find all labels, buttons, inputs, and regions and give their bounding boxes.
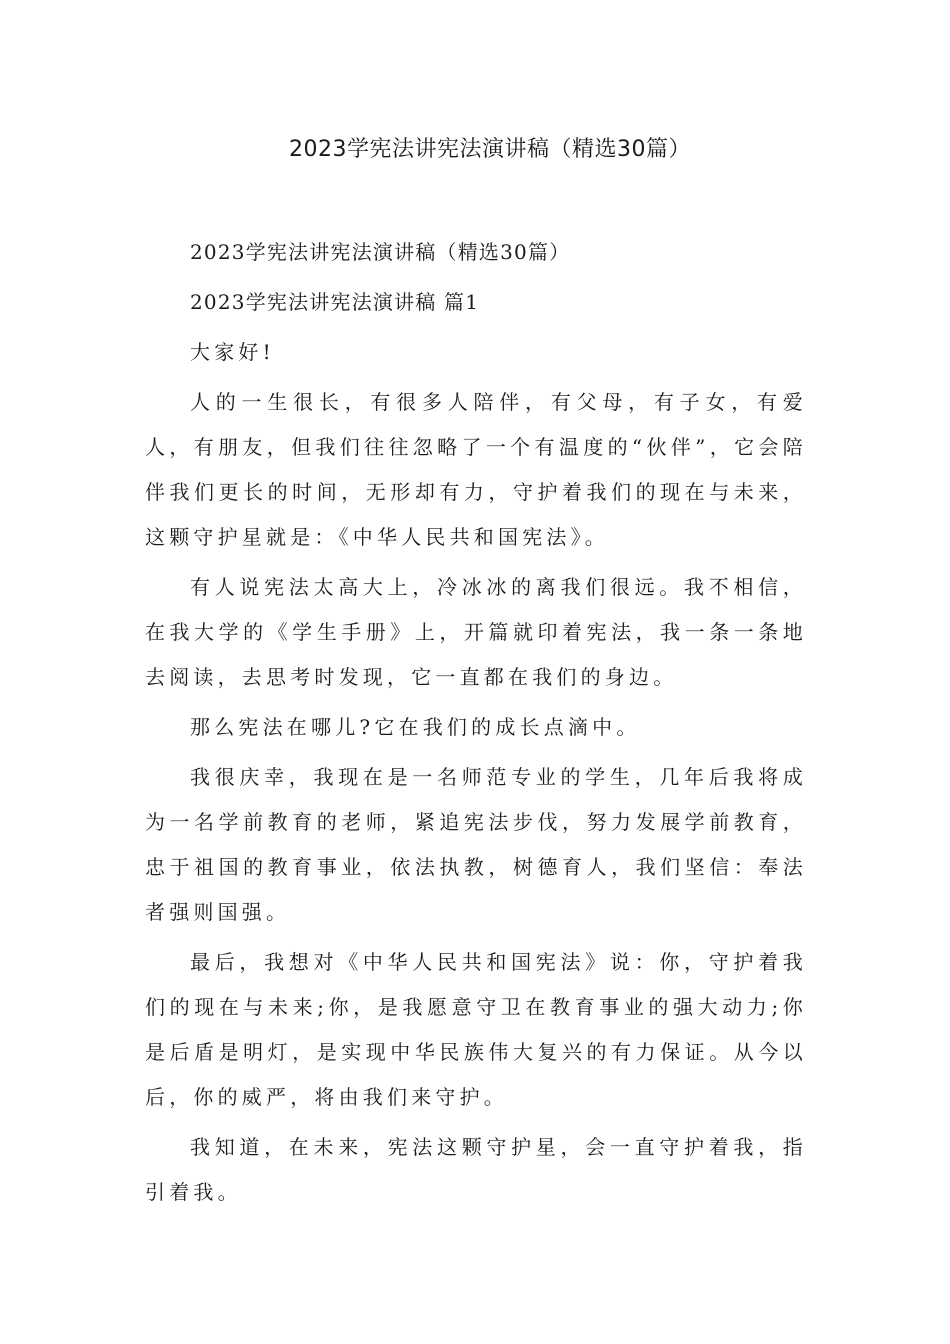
document-body: [145, 230, 807, 1215]
paragraph-section-heading: 2023学宪法讲宪法演讲稿 篇1: [190, 290, 480, 314]
document-title: 2023学宪法讲宪法演讲稿（精选30篇）: [289, 137, 691, 162]
paragraph: 我很庆幸，我现在是一名师范专业的学生，几年后我将成为一名学前教育的老师，紧追宪法步伐，努力发展学前教育，忠于祖国的教育事业，依法执教，树德育人，我们坚信：奉法者强则国强。: [145, 765, 807, 924]
paragraph: 有人说宪法太高大上，冷冰冰的离我们很远。我不相信，在我大学的《学生手册》上，开篇就印着宪法，我一条一条地去阅读，去思考时发现，它一直都在我们的身边。: [145, 575, 807, 689]
paragraph: 人的一生很长，有很多人陪伴，有父母，有子女，有爱人，有朋友，但我们往往忽略了一个有温度的“伙伴”，它会陪伴我们更长的时间，无形却有力，守护着我们的现在与未来，这颗守护星就是：《中华人民共和国宪法》。: [145, 390, 807, 549]
paragraph: 我知道，在未来，宪法这颗守护星，会一直守护着我，指引着我。: [145, 1135, 807, 1204]
paragraph-greeting: 大家好!: [190, 340, 275, 364]
paragraph: 那么宪法在哪儿?它在我们的成长点滴中。: [190, 715, 641, 739]
paragraph-subtitle: 2023学宪法讲宪法演讲稿（精选30篇）: [190, 240, 571, 264]
paragraph: 最后，我想对《中华人民共和国宪法》说：你，守护着我们的现在与未来;你，是我愿意守卫在教育事业的强大动力;你是后盾是明灯，是实现中华民族伟大复兴的有力保证。从今以后，你的威严，将由我们来守护。: [145, 950, 807, 1109]
